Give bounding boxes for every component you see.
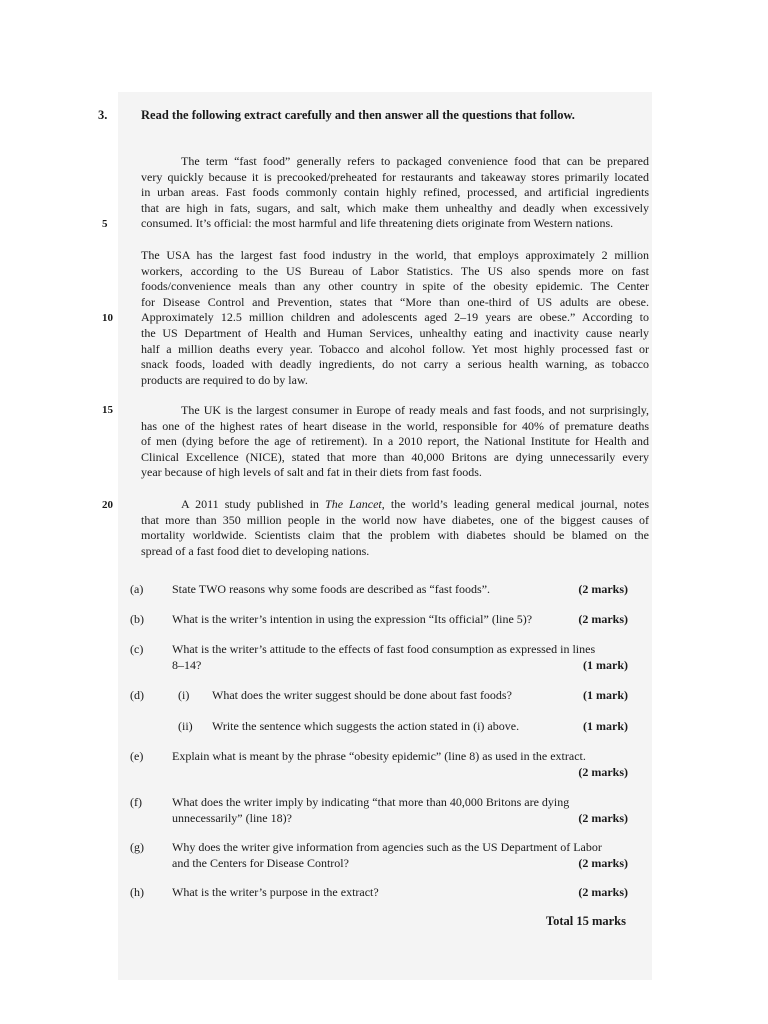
passage-line: consumed. It’s official: the most harmful and life threatening diets originate from Western nations. — [141, 216, 614, 231]
question-text: What is the writer’s purpose in the extract? — [172, 885, 379, 899]
passage-line: that are high in fats, sugars, and salt, which make them unhealthy and deadly when excessively — [141, 200, 649, 215]
passage-line: that more than 350 million people in the world now have diabetes, one of the biggest causes of — [141, 512, 649, 527]
question-d-ii-marks: (1 mark) — [583, 719, 628, 733]
passage-line: products are required to do by law. — [141, 372, 308, 387]
question-e — [130, 749, 630, 781]
passage-paragraph-1 — [141, 154, 649, 232]
question-text-line: and the Centers for Disease Control? — [172, 855, 349, 870]
question-text-line: 8–14? — [172, 657, 202, 672]
question-a — [130, 582, 630, 598]
line-number-10: 10 — [102, 312, 113, 324]
line-number-5: 5 — [102, 218, 108, 230]
question-text — [172, 642, 626, 673]
question-marks: (2 marks) — [578, 764, 628, 779]
question-text: State TWO reasons why some foods are described as “fast foods”. — [172, 582, 491, 596]
passage-line: spread of a fast food diet to developing nations. — [141, 543, 370, 558]
passage-line: of men (dying before the age of retirement). In a 2010 report, the National Institute for Health and — [141, 434, 649, 449]
question-h — [130, 885, 630, 901]
question-letter: (g) — [130, 840, 144, 854]
passage-line — [141, 497, 649, 513]
question-f — [130, 795, 630, 827]
question-marks: (2 marks) — [578, 810, 628, 825]
question-d-ii-text: Write the sentence which suggests the action stated in (i) above. — [212, 719, 520, 733]
question-text-line: What is the writer’s attitude to the effects of fast food consumption as expressed in lines — [172, 642, 596, 656]
question-marks: (2 marks) — [578, 612, 628, 626]
passage-paragraph-3 — [141, 403, 649, 481]
line-number-20: 20 — [102, 499, 113, 511]
question-number: 3. — [98, 108, 108, 122]
passage-line: for Disease Control and Prevention, states that “More than one-third of US adults are obese. — [141, 294, 649, 309]
question-text — [172, 795, 626, 826]
question-text — [172, 840, 626, 871]
question-text-line: unnecessarily” (line 18)? — [172, 810, 292, 825]
question-letter: (c) — [130, 642, 144, 656]
question-d-i-numeral: (i) — [178, 688, 190, 702]
journal-title: The Lancet — [325, 497, 382, 511]
question-marks: (2 marks) — [578, 582, 628, 596]
passage-paragraph-2 — [141, 248, 649, 388]
question-text-line: Why does the writer give information from agencies such as the US Department of Labor — [172, 840, 602, 854]
question-text: Explain what is meant by the phrase “obesity epidemic” (line 8) as used in the extract. — [172, 749, 586, 763]
passage-line: The USA has the largest fast food industry in the world, that employs approximately 2 million — [141, 248, 649, 262]
question-marks: (2 marks) — [578, 885, 628, 899]
passage-text: , the world’s leading general medical journal, notes — [381, 497, 650, 511]
question-marks: (2 marks) — [578, 855, 628, 870]
passage-line: foods/convenience meals than any other country in spite of the obesity epidemic. The Center — [141, 279, 649, 294]
passage-paragraph-4 — [141, 497, 649, 559]
passage-line: half a million deaths every year. Tobacco and alcohol follow. Yet most highly processed fast or — [141, 341, 649, 356]
passage-line: workers, according to the US Bureau of Labor Statistics. The US also spends more on fast — [141, 263, 649, 278]
passage-line: has one of the highest rates of heart disease in the world, responsible for 40% of premature deaths — [141, 418, 649, 433]
passage-line: snack foods, loaded with deadly ingredients, do not carry a serious health warning, as tobacco — [141, 357, 649, 372]
question-b — [130, 612, 630, 628]
passage-text: A 2011 study published in — [181, 497, 326, 511]
passage-line: in urban areas. Fast foods commonly contain highly refined, processed, and artificial ingredients — [141, 185, 649, 200]
passage-line: very quickly because it is precooked/preheated for restaurants and takeaway stores primarily located — [141, 169, 649, 184]
total-marks: Total 15 marks — [545, 914, 626, 928]
passage-line: mortality worldwide. Scientists claim that the problem with diabetes should be blamed on the — [141, 528, 649, 543]
passage-line: year because of high levels of salt and fat in their diets from fast foods. — [141, 465, 482, 480]
question-marks: (1 mark) — [583, 657, 628, 672]
question-heading: Read the following extract carefully and then answer all the questions that follow. — [141, 108, 575, 122]
passage-line: Approximately 12.5 million children and adolescents aged 2–19 years are obese.” According to — [141, 310, 649, 325]
question-d-ii-numeral: (ii) — [178, 719, 193, 733]
question-text-line: What does the writer imply by indicating “that more than 40,000 Britons are dying — [172, 795, 570, 809]
question-letter: (e) — [130, 749, 144, 763]
passage-line: The UK is the largest consumer in Europe of ready meals and fast foods, and not surprisingly, — [181, 403, 649, 417]
line-number-15: 15 — [102, 404, 113, 416]
question-text: What is the writer’s intention in using the expression “Its official” (line 5)? — [172, 612, 533, 626]
passage-line: Clinical Excellence (NICE), stated that more than 40,000 Britons are dying unnecessarily every — [141, 449, 649, 464]
question-c — [130, 642, 630, 674]
question-letter: (a) — [130, 582, 144, 596]
question-d-i-text: What does the writer suggest should be done about fast foods? — [212, 688, 512, 702]
question-letter: (h) — [130, 885, 144, 899]
question-letter: (d) — [130, 688, 144, 702]
question-letter: (b) — [130, 612, 144, 626]
question-g — [130, 840, 630, 872]
passage-line: the US Department of Health and Human Services, unhealthy eating and inactivity cause nearly — [141, 325, 649, 340]
question-letter: (f) — [130, 795, 142, 809]
question-d-i-marks: (1 mark) — [583, 688, 628, 702]
passage-line: The term “fast food” generally refers to packaged convenience food that can be prepared — [181, 154, 649, 168]
